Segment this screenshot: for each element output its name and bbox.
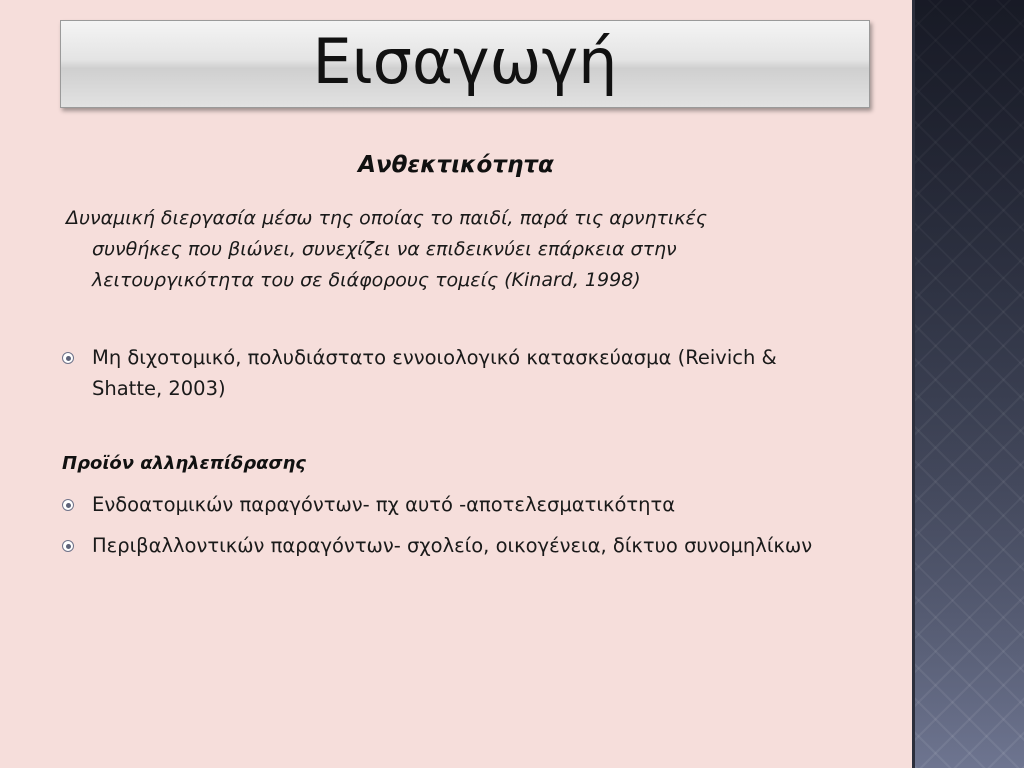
slide-title: Εισαγωγή — [312, 25, 618, 98]
title-box — [60, 20, 870, 108]
bullet-item-environmental — [62, 530, 852, 561]
bullet-text: Ενδοατομικών παραγόντων- πχ αυτό -αποτελεσματικότητα — [92, 493, 676, 516]
decorative-side-panel — [912, 0, 1024, 768]
circle-bullet-icon — [62, 352, 74, 364]
section-heading: Προϊόν αλληλεπίδρασης — [62, 453, 306, 474]
slide-subtitle: Ανθεκτικότητα — [358, 152, 554, 178]
bullet-text: Μη διχοτομικό, πολυδιάστατο εννοιολογικό κατασκεύασμα (Reivich & Shatte, 2003) — [92, 346, 777, 400]
circle-bullet-icon — [62, 499, 74, 511]
bullet-item-intrapersonal — [62, 489, 852, 520]
bullet-item-multidimensional — [62, 342, 852, 404]
definition-text: Δυναμική διεργασία μέσω της οποίας το παιδί, παρά τις αρνητικές συνθήκες που βιώνει, συνεχίζει να επιδεικνύει επάρκεια στην λειτουργικότητα του σε διάφορους τομείς (Kinard, 1998) — [66, 207, 707, 291]
bullet-text: Περιβαλλοντικών παραγόντων- σχολείο, οικογένεια, δίκτυο συνομηλίκων — [92, 534, 813, 557]
circle-bullet-icon — [62, 540, 74, 552]
